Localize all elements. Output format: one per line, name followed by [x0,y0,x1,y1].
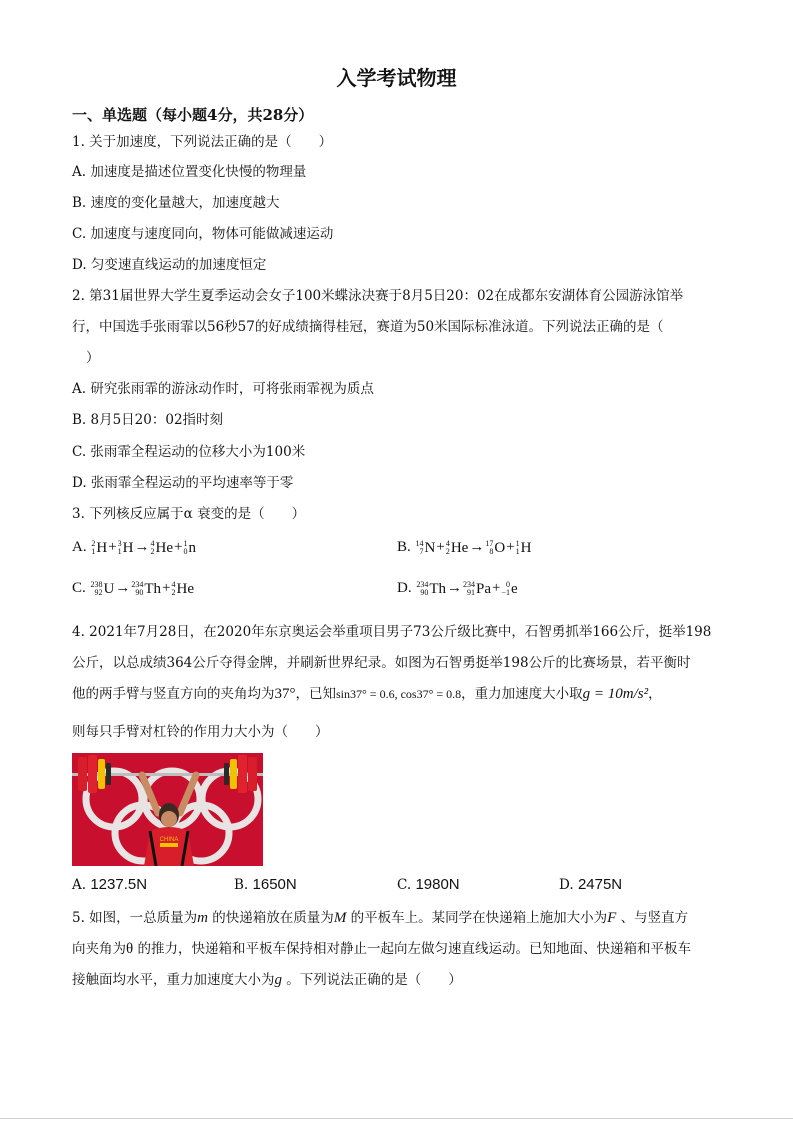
nuclide: 238 92 U [90,580,115,598]
mass-M: M [333,910,347,926]
q2-option-d: D. 张雨霏全程运动的平均速率等于零 [72,475,294,491]
gravity-value: g = 10m/s² [582,686,649,702]
angle-value: 37° [274,686,296,702]
option-label: B. [397,539,411,555]
mass-m: m [197,910,209,926]
reaction-arrow: → [469,539,485,555]
q2-option-b: B. 8月5日20：02指时刻 [72,412,224,428]
option-label: C. [72,580,86,596]
nuclide: 4 2 He [150,539,173,557]
nuclide: 14 7 N [415,539,436,557]
q4-stem-line4: 则每只手臂对杠铃的作用力大小为（ ） [72,724,329,740]
q1-option-b: B. 速度的变化量越大，加速度越大 [72,195,280,211]
gravity-g: g [274,972,282,988]
q2-option-a: A. 研究张雨霏的游泳动作时，可将张雨霏视为质点 [72,381,374,397]
reaction-arrow: → [447,580,463,596]
q5-stem-line2: 向夹角为θ 的推力，快递箱和平板车保持相对静止一起向左做匀速直线运动。已知地面、快递箱和平板车 [72,941,691,957]
q2-stem-line3: ） [86,350,100,366]
q4-option-b: B. 1650N [234,876,297,893]
q3-option-b: B. 14 7 N+ 4 2 He→ 17 8 O+ 1 1 H [397,539,532,557]
nuclide: 4 2 He [445,539,469,557]
q3-option-d: D. 234 90 Th→ 234 91 Pa+ 0 −1 e [397,580,518,598]
q4-stem-line1: 4. 2021年7月28日，在2020年东京奥运会举重项目男子73公斤级比赛中，石智勇抓举166公斤，挺举198 [72,624,712,640]
q4-stem-line2: 公斤，以总成绩364公斤夺得金牌，并刷新世界纪录。如图为石智勇挺举198公斤的比赛场景，若平衡时 [72,655,691,671]
page-title: 入学考试物理 [336,66,457,90]
section-heading: 一、单选题（每小题4分，共28分） [72,106,314,124]
q2-option-c: C. 张雨霏全程运动的位移大小为100米 [72,444,306,460]
q2-stem-line2: 行，中国选手张雨霏以56秒57的好成绩摘得桂冠，赛道为50米国际标准泳道。下列说法正确的是（ [72,319,664,335]
angle-theta: θ [126,941,134,957]
nuclide: 1 0 n [183,539,196,557]
q1-option-c: C. 加速度与速度同向，物体可能做减速运动 [72,226,334,242]
nuclide: 4 2 He [171,580,194,598]
q5-stem-line3: 接触面均水平，重力加速度大小为g 。下列说法正确的是（ ） [72,972,462,988]
q4-option-c: C. 1980N [397,876,460,893]
nuclide: 234 91 Pa [463,580,492,598]
trig-values: sin37° = 0.6, cos37° = 0.8 [336,687,462,701]
reaction-arrow: → [115,580,131,596]
force-F: F [607,910,617,926]
nuclide: 17 8 O [485,539,506,557]
nuclide: 234 90 Th [131,580,162,598]
q3-option-a: A. 2 1 H+ 3 1 H→ 4 2 He+ 1 0 n [72,539,196,557]
page-bottom-rule [0,1118,793,1119]
nuclide: 0 −1 e [501,580,518,598]
shirt-text: CHINA [159,837,179,843]
option-label: D. [397,580,412,596]
nuclide: 3 1 H [117,539,134,557]
weightlifting-photo [72,753,263,866]
nuclide: 2 1 H [91,539,108,557]
q1-option-a: A. 加速度是描述位置变化快慢的物理量 [72,164,307,180]
q1-option-d: D. 匀变速直线运动的加速度恒定 [72,257,267,273]
q4-option-a: A. 1237.5N [72,876,148,893]
q3-option-c: C. 238 92 U→ 234 90 Th+ 4 2 He [72,580,194,598]
q2-stem-line1: 2. 第31届世界大学生夏季运动会女子100米蝶泳决赛于8月5日20：02在成都东安湖体育公园游泳馆举 [72,288,684,304]
nuclide: 234 90 Th [416,580,447,598]
reaction-arrow: → [134,539,150,555]
option-label: A. [72,539,87,555]
nuclide: 1 1 H [515,539,532,557]
q5-stem-line1: 5. 如图，一总质量为m 的快递箱放在质量为M 的平板车上。某同学在快递箱上施加大小为F 、与竖直方 [72,910,689,926]
q4-stem-line3: 他的两手臂与竖直方向的夹角均为37°，已知sin37° = 0.6, cos37° = 0.8，重力加速度大小取g = 10m/s²， [72,686,662,702]
q3-stem: 3. 下列核反应属于α 衰变的是（ ） [72,506,306,522]
q1-stem: 1. 关于加速度，下列说法正确的是（ ） [72,134,333,150]
q4-option-d: D. 2475N [559,876,623,893]
